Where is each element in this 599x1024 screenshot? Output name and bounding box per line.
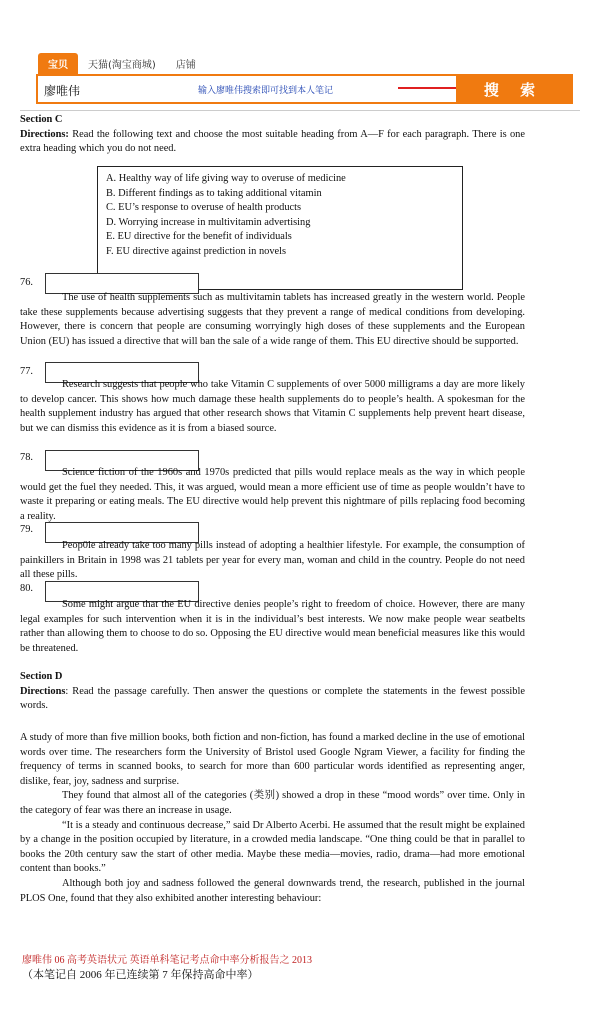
divider <box>20 110 580 111</box>
search-tabs <box>38 54 206 74</box>
section-d-title: Section D <box>20 671 63 682</box>
option-d: D. Worrying increase in multivitamin advertising <box>106 216 311 228</box>
option-b: B. Different findings as to taking additional vitamin <box>106 187 322 199</box>
passage-paragraph: They found that almost all of the categories (类别) showed a drop in these “mood words” over time. Only in the category of fear was there an increase in usage. <box>20 790 525 816</box>
passage <box>20 731 525 906</box>
passage-paragraph: Although both joy and sadness followed the general downwards trend, the research, published in the journal PLOS One, found that they also exhibited another interesting behaviour: <box>20 877 525 904</box>
question-number: 80. <box>20 583 33 594</box>
footer-note: 廖唯伟 06 高考英语状元 英语单科笔记考点命中率分析报告之 2013 <box>22 955 312 966</box>
tab-baobei[interactable]: 宝贝 <box>38 53 78 74</box>
option-e: E. EU directive for the benefit of individuals <box>106 231 292 243</box>
paragraph-76: The use of health supplements such as multivitamin tablets has increased greatly in the western world. People take these supplements because advertising suggests that they prevent a range of medical conditions from developing. However, there is concern that people are consuming worryingly high doses of these supplements and the European Union (EU) has issued a directive that will ban the sale of a wide range of them. This EU directive should be supported. <box>20 292 525 347</box>
option-a: A. Healthy way of life giving way to overuse of medicine <box>106 173 346 184</box>
search-button[interactable]: 搜 索 <box>456 76 571 102</box>
search-bar <box>36 74 573 104</box>
section-c-intro <box>20 113 525 157</box>
option-c: C. EU’s response to overuse of health products <box>106 202 302 214</box>
section-d <box>20 670 525 714</box>
paragraph-79: Peop0le already take too many pills instead of adopting a healthier lifestyle. For example, the consumption of painkillers in Britain in 1998 was 21 tablets per year for every man, woman and child in the country. People do not need all these pills. <box>20 540 525 581</box>
search-input[interactable]: 廖唯伟 <box>44 84 81 98</box>
tab-shop[interactable]: 店铺 <box>175 60 196 71</box>
paragraph-80: Some might argue that the EU directive denies people’s right to freedom of choice. However, there are many legal examples for such intervention when it is in the individual’s best interests. We now make people wear seatbelts rather than allowing them to choose to do so. Opposing the EU directive would mean beneficial measures like this would be threatened. <box>20 599 525 654</box>
footer-subnote: （本笔记自 2006 年已连续第 7 年保持高命中率） <box>22 969 259 981</box>
tab-tmall[interactable]: 天猫(淘宝商城) <box>88 60 156 71</box>
section-c-title: Section C <box>20 114 63 125</box>
options-list <box>106 172 346 260</box>
question-number: 76. <box>20 277 33 288</box>
paragraph-77: Research suggests that people who take Vitamin C supplements of over 5000 milligrams a day are more likely to develop cancer. This shows how much damage these health supplements do to people’s health. A spokesman for the health supplement industry has argued that other research shows that Vitamin C supplements help prevent heart disease, but we can dismiss this evidence as it is from a biased source. <box>20 379 525 434</box>
question-number: 77. <box>20 366 33 377</box>
passage-paragraph: A study of more than five million books, both fiction and non-fiction, has found a marked decline in the use of emotional words over time. The researchers form the University of Bristol used Google Ngram Viewer, a facility for finding the frequency of terms in scanned books, to search for more than 600 particular words identified as representing anger, dislike, fear, joy, sadness and surprise. <box>20 732 525 787</box>
passage-paragraph: “It is a steady and continuous decrease,” said Dr Alberto Acerbi. He assumed that the result might be explained by a change in the position occupied by literature, in a crowded media landscape. “One thing could be that in parallel to books the 20th century saw the start of other media. Maybe these media—movies, radio, drama—had more emotional content than books.” <box>20 819 525 875</box>
paragraph-78: Science fiction of the 1960s and 1970s predicted that pills would replace meals as the way in which people would get the fuel they needed. This, it was argued, would mean a more efficient use of time as people wouldn’t have to waste it preparing or eating meals. The EU directive would help prevent this nightmare of pills replacing food becoming a reality. <box>20 467 525 522</box>
section-c-directions: Directions: Read the following text and choose the most suitable heading from A—F for each paragraph. There is one extra heading which you do not need. <box>20 128 525 155</box>
question-number: 78. <box>20 452 33 463</box>
question-number: 79. <box>20 524 33 535</box>
option-f: F. EU directive against prediction in novels <box>106 245 287 257</box>
section-d-directions: Directions: Read the passage carefully. Then answer the questions or complete the statements in the fewest possible words. <box>20 685 525 712</box>
search-hint: 输入廖唯伟搜索即可找到本人笔记 <box>198 86 334 96</box>
